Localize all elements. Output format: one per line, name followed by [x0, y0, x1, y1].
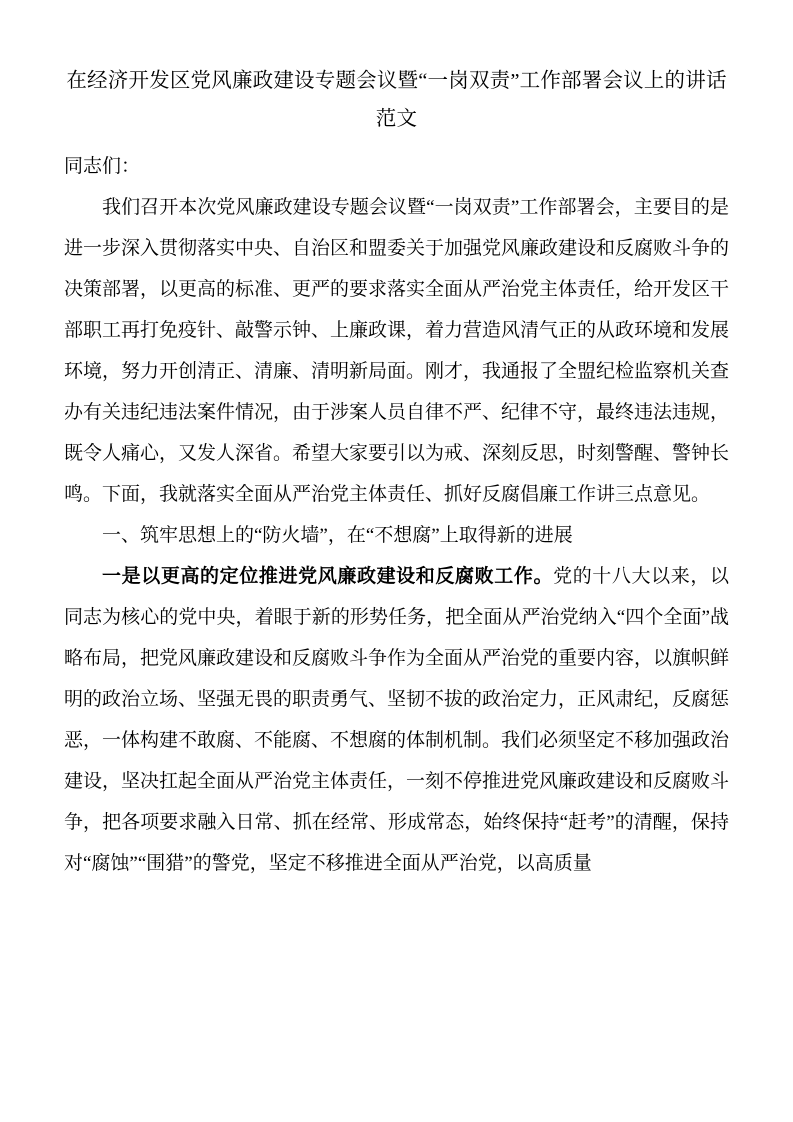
- paragraph-body-text: 党的十八大以来，以同志为核心的党中央，着眼于新的形势任务，把全面从严治党纳入“四个全面”战略布局，把党风廉政建设和反腐败斗争作为全面从严治党的重要内容，以旗帜鲜明的政治立场、坚强无畏的职责勇气、坚韧不拔的政治定力，正风肃纪，反腐惩恶，一体构建不敢腐、不能腐、不想腐的体制机制。我们必须坚定不移加强政治建设，坚决扛起全面从严治党主体责任，一刻不停推进党风廉政建设和反腐败斗争，把各项要求融入日常、抓在经常、形成常态，始终保持“赶考”的清醒，保持对“腐蚀”“围猎”的警党，坚定不移推进全面从严治党，以高质量: [64, 566, 730, 874]
- paragraph-opening: 我们召开本次党风廉政建设专题会议暨“一岗双责”工作部署会，主要目的是进一步深入贯彻落实中央、自治区和盟委关于加强党风廉政建设和反腐败斗争的决策部署，以更高的标准、更严的要求落实全面从严治党主体责任，给开发区干部职工再打免疫针、敲警示钟、上廉政课，着力营造风清气正的从政环境和发展环境，努力开创清正、清廉、清明新局面。刚才，我通报了全盟纪检监察机关查办有关违纪违法案件情况，由于涉案人员自律不严、纪律不守，最终违法违规，既令人痛心，又发人深省。希望大家要引以为戒、深刻反思，时刻警醒、警钟长鸣。下面，我就落实全面从严治党主体责任、抓好反腐倡廉工作讲三点意见。: [64, 197, 730, 505]
- section-heading-1: 一、筑牢思想上的“防火墙”，在“不想腐”上取得新的进展: [102, 525, 573, 546]
- paragraph-lead-bold: 一是以更高的定位推进党风廉政建设和反腐败工作。: [102, 566, 554, 587]
- salutation: 同志们：: [64, 156, 141, 177]
- page-title: 在经济开发区党风廉政建设专题会议暨“一岗双责”工作部署会议上的讲话范文: [66, 70, 727, 130]
- paragraph-point-one: [64, 556, 729, 884]
